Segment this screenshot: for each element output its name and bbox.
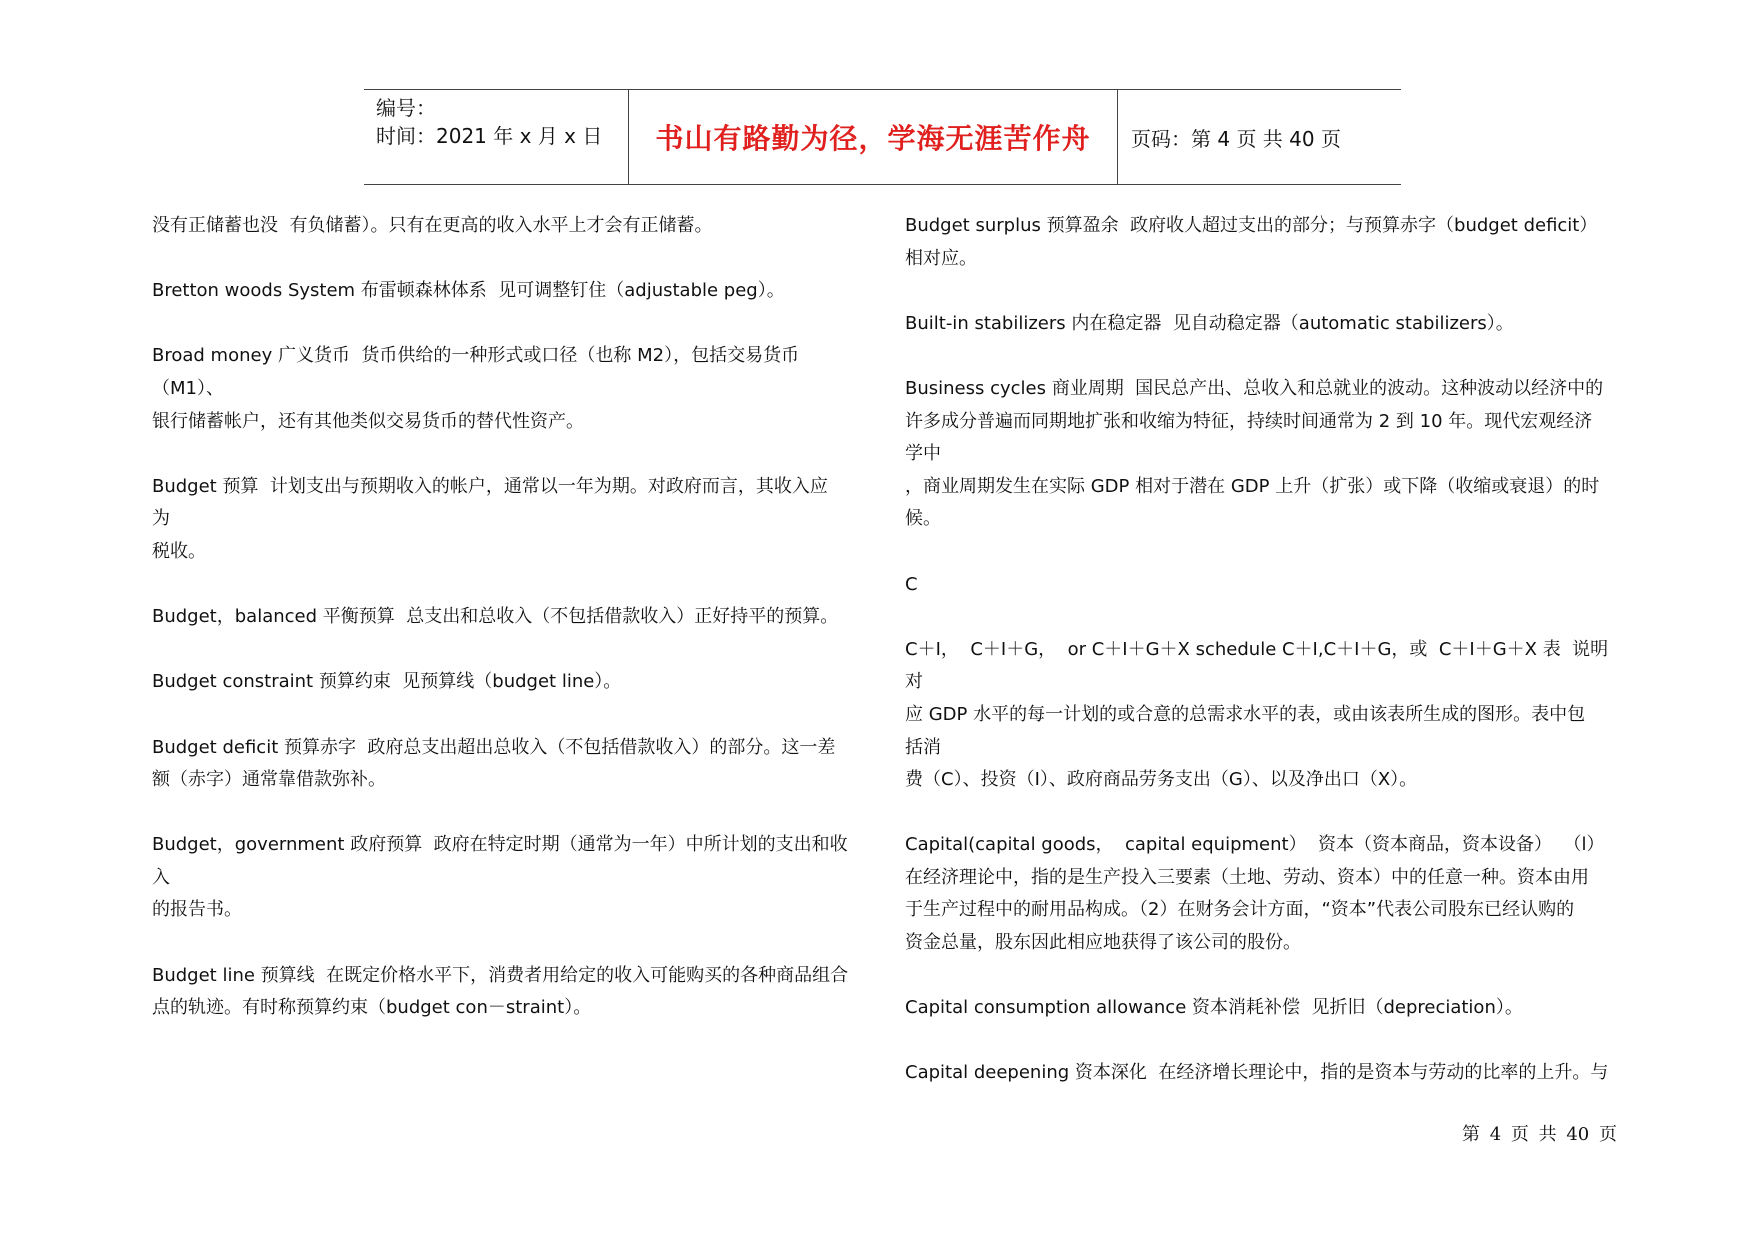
entry-line: 学中 (905, 443, 941, 465)
entry-line: 应 GDP 水平的每一计划的或合意的总需求水平的表，或由该表所生成的图形。表中包 (905, 703, 1586, 725)
glossary-entry (152, 960, 870, 1025)
entry-line: 在经济理论中，指的是生产投入三要素（土地、劳动、资本）中的任意一种。资本由用 (905, 866, 1589, 888)
glossary-entry (152, 275, 870, 308)
entry-line: Broad money 广义货币 货币供给的一种形式或口径（也称 M2），包括交易货币 (152, 345, 800, 367)
entry-line: 候。 (905, 508, 941, 530)
entry-line: 银行储蓄帐户，还有其他类似交易货币的替代性资产。 (152, 410, 584, 432)
entry-line: Budget surplus 预算盈余 政府收人超过支出的部分；与预算赤字（budget deficit） (905, 215, 1598, 236)
entry-line: 资金总量，股东因此相应地获得了该公司的股份。 (905, 932, 1301, 954)
glossary-entry (152, 829, 870, 927)
header-motto: 书山有路勤为径，学海无涯苦作舟 (628, 90, 1118, 184)
entry-line: Budget，government 政府预算 政府在特定时期（通常为一年）中所计划的支出和收 (152, 834, 848, 856)
entry-line: 税收。 (152, 540, 206, 562)
entry-line: Budget，balanced 平衡预算 总支出和总收入（不包括借款收入）正好持平的预算。 (152, 606, 839, 628)
glossary-entry (152, 340, 870, 438)
entry-line: Budget deficit 预算赤字 政府总支出超出总收入（不包括借款收入）的部分。这一差 (152, 736, 836, 758)
entry-line: Budget line 预算线 在既定价格水平下，消费者用给定的收入可能购买的各种商品组合 (152, 964, 849, 986)
glossary-entry (905, 210, 1615, 275)
entry-line: 额（赤字）通常靠借款弥补。 (152, 769, 386, 791)
entry-line: 括消 (905, 736, 941, 758)
page-header (364, 89, 1401, 185)
document-number-label: 编号： (376, 96, 436, 120)
entry-line: 相对应。 (905, 247, 977, 269)
entry-line: C (905, 573, 918, 595)
entry-line: Built-in stabilizers 内在稳定器 见自动稳定器（automatic stabilizers）。 (905, 312, 1514, 334)
left-text-column (152, 210, 870, 1057)
glossary-entry (905, 308, 1615, 341)
header-page-label: 页码：第 4 页 共 40 页 (1131, 126, 1341, 151)
entry-line: Bretton woods System 布雷顿森林体系 见可调整钉住（adjustable peg）。 (152, 280, 785, 302)
entry-line: 点的轨迹。有时称预算约束（budget con－straint）。 (152, 997, 592, 1019)
glossary-entry (905, 634, 1615, 797)
glossary-entry (152, 732, 870, 797)
entry-line: Capital deepening 资本深化 在经济增长理论中，指的是资本与劳动的比率的上升。与 (905, 1062, 1609, 1084)
glossary-entry (905, 829, 1615, 959)
entry-line: C＋I， C＋I＋G， or C＋I＋G＋X schedule C＋I,C＋I＋G，或 C＋I＋G＋X 表 说明对 (905, 638, 1609, 693)
entry-line: 为 (152, 508, 170, 530)
glossary-entry (152, 666, 870, 699)
entry-line: 费（C）、投资（I）、政府商品劳务支出（G）、以及净出口（X）。 (905, 769, 1418, 791)
glossary-entry (905, 992, 1615, 1025)
entry-line: ，商业周期发生在实际 GDP 相对于潜在 GDP 上升（扩张）或下降（收缩或衰退）的时 (905, 475, 1600, 497)
entry-line: 没有正储蓄也没 有负储蓄）。只有在更高的收入水平上才会有正储蓄。 (152, 215, 713, 236)
entry-line: 于生产过程中的耐用品构成。（2）在财务会计方面，“资本”代表公司股东已经认购的 (905, 899, 1575, 921)
document-time-label: 时间：2021 年 x 月 x 日 (376, 124, 603, 148)
entry-line: Capital(capital goods， capital equipment） 资本（资本商品，资本设备） （l） (905, 834, 1605, 856)
right-text-column (905, 210, 1615, 1123)
glossary-entry (905, 569, 1615, 602)
page-footer-number: 第 4 页 共 40 页 (1462, 1124, 1617, 1145)
glossary-entry (905, 373, 1615, 536)
entry-line: 的报告书。 (152, 899, 242, 921)
glossary-entry (905, 1057, 1615, 1090)
entry-line: Business cycles 商业周期 国民总产出、总收入和总就业的波动。这种波动以经济中的 (905, 377, 1604, 399)
entry-line: （M1）、 (152, 377, 224, 399)
entry-line: Budget 预算 计划支出与预期收入的帐户，通常以一年为期。对政府而言，其收入应 (152, 475, 828, 497)
glossary-entry (152, 601, 870, 634)
glossary-entry (152, 210, 870, 243)
glossary-entry (152, 471, 870, 569)
entry-line: Capital consumption allowance 资本消耗补偿 见折旧（depreciation）。 (905, 997, 1523, 1019)
header-left-cell (364, 90, 628, 184)
entry-line: 许多成分普遍而同期地扩张和收缩为特征，持续时间通常为 2 到 10 年。现代宏观经济 (905, 410, 1593, 432)
entry-line: Budget constraint 预算约束 见预算线（budget line）。 (152, 671, 622, 693)
entry-line: 入 (152, 866, 170, 888)
